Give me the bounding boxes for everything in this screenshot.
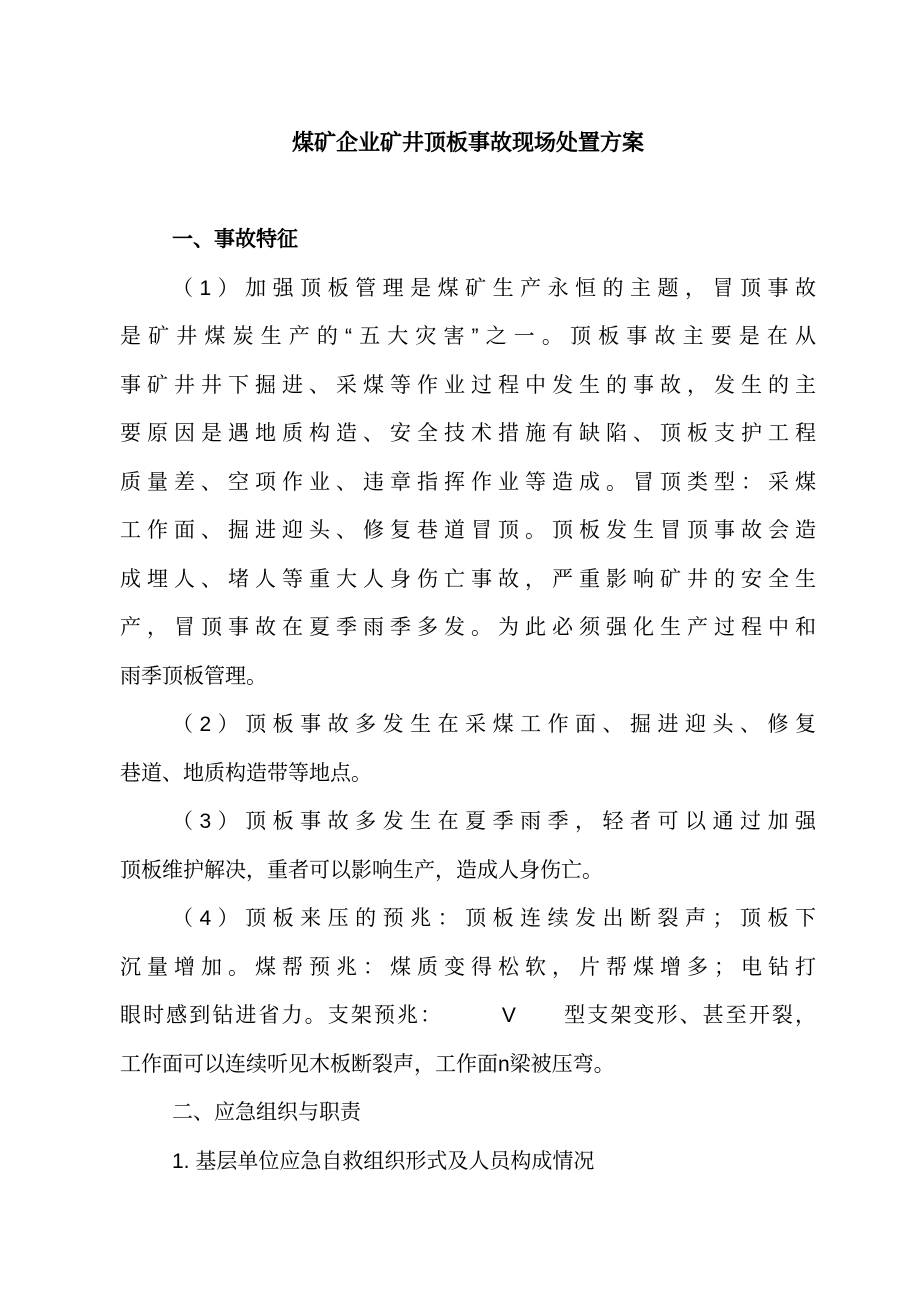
paragraph-4-line: 眼时感到钻进省力。支架预兆： V 型支架变形、甚至开裂， (120, 1004, 816, 1027)
paragraph-3-line: 顶板维护解决，重者可以影响生产，造成人身伤亡。 (120, 858, 603, 882)
paragraph-1-line: 产，冒顶事故在夏季雨季多发。为此必须强化生产过程中和 (120, 616, 816, 639)
paragraph-2-line: （2）顶板事故多发生在采煤工作面、掘进迎头、修复 (172, 713, 816, 736)
document-title: 煤矿企业矿井顶板事故现场处置方案 (291, 130, 644, 155)
paragraph-1-line: 事矿井井下掘进、采煤等作业过程中发生的事故，发生的主 (120, 373, 816, 397)
section-heading-1: 一、事故特征 (172, 228, 298, 251)
paragraph-3-line: （3）顶板事故多发生在夏季雨季，轻者可以通过加强 (172, 810, 816, 833)
paragraph-1-line: 成埋人、堵人等重大人身伤亡事故，严重影响矿井的安全生 (120, 567, 816, 591)
paragraph-1-line: 雨季顶板管理。 (120, 664, 267, 688)
list-item-1: 1. 基层单位应急自救组织形式及人员构成情况 (172, 1149, 595, 1173)
paragraph-2-line: 巷道、地质构造带等地点。 (120, 761, 372, 785)
paragraph-1-line: 要原因是遇地质构造、安全技术措施有缺陷、顶板支护工程 (120, 422, 816, 445)
section-heading-2: 二、应急组织与职责 (172, 1101, 361, 1124)
paragraph-1-line: 是矿井煤炭生产的“五大灾害”之一。顶板事故主要是在从 (120, 325, 816, 348)
paragraph-1-line: 质量差、空项作业、违章指挥作业等造成。冒顶类型：采煤 (120, 470, 816, 494)
paragraph-4-line: （4）顶板来压的预兆：顶板连续发出断裂声；顶板下 (172, 907, 816, 930)
paragraph-4-line: 工作面可以连续听见木板断裂声，工作面n梁被压弯。 (120, 1052, 615, 1076)
paragraph-1-line: （1）加强顶板管理是煤矿生产永恒的主题，冒顶事故 (172, 276, 816, 300)
paragraph-4-line: 沉量增加。煤帮预兆：煤质变得松软，片帮煤增多；电钻打 (120, 955, 816, 979)
paragraph-1-line: 工作面、掘进迎头、修复巷道冒顶。顶板发生冒顶事故会造 (120, 519, 816, 542)
document-body (120, 119, 816, 1186)
